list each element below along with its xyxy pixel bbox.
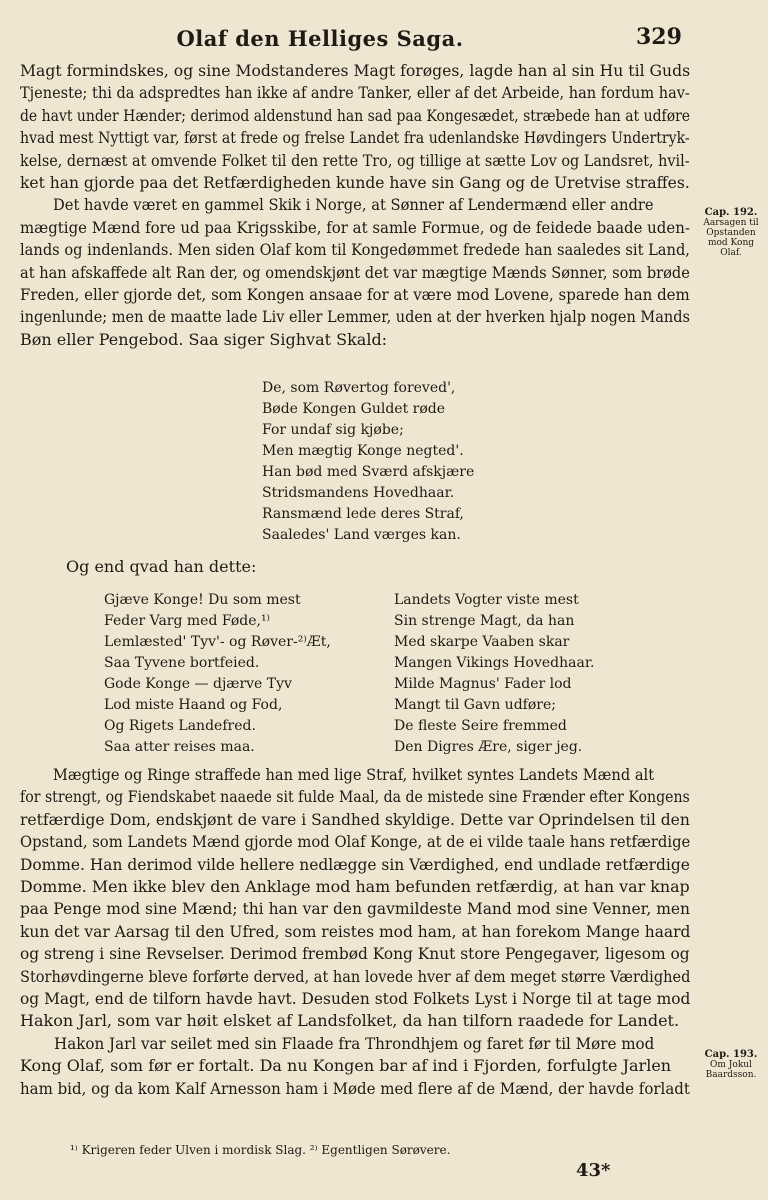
text-line: de havt under Hænder; derimod aldenstund han sad paa Kongesædet, stræbede han at udføre — [20, 105, 691, 125]
main-text — [20, 60, 690, 351]
text-line: retfærdige Dom, endskjønt de vare i Sandhed skyldige. Dette var Oprindelsen til den — [20, 809, 690, 829]
paragraph-3 — [20, 764, 690, 1033]
text-line: lands og indenlands. Men siden Olaf kom til Kongedømmet fredede han saaledes sit Land, — [20, 240, 690, 260]
verse-line: Stridsmandens Hovedhaar. — [262, 485, 455, 501]
text-line: mægtige Mænd fore ud paa Krigsskibe, for at samle Formue, og de feidede baade uden- — [20, 217, 690, 237]
text-line: ham bid, og da kom Kalf Arnesson ham i Møde med flere af de Mænd, der havde forladt — [20, 1078, 690, 1098]
text-line: hvad mest Nyttigt var, først at frede og frelse Landet fra udenlandske Høvdingers Undertryk- — [20, 128, 690, 148]
text-line: Bøn eller Pengebod. Saa siger Sighvat Skald: — [20, 329, 388, 349]
text-line: og streng i sine Revselser. Derimod frembød Kong Knut store Pengegaver, ligesom og — [20, 944, 690, 964]
verse-line: Ransmænd lede deres Straf, — [262, 506, 464, 522]
text-line: Mægtige og Ringe straffede han med lige Straf, hvilket syntes Landets Mænd alt — [52, 765, 655, 784]
verse-line: Lod miste Haand og Fod, — [104, 697, 283, 713]
verse-line: Saa Tyvene bortfeied. — [104, 655, 260, 671]
margin-note-line: Om Jokul — [710, 1060, 752, 1070]
verse-stanza-1 — [262, 378, 474, 546]
verse-line: Bøde Kongen Guldet røde — [262, 401, 446, 417]
verse-line: Milde Magnus' Fader lod — [394, 676, 572, 692]
text-line: for strengt, og Fiendskabet naaede sit fulde Maal, da de mistede sine Frænder efter Kongens — [20, 787, 690, 807]
text-line: Domme. Han derimod vilde hellere nedlægge sin Værdighed, end undlade retfærdige — [20, 854, 690, 874]
verse-stanza-2-right — [394, 590, 594, 758]
text-line: ket han gjorde paa det Retfærdigheden kunde have sin Gang og de Uretvise straffes. — [20, 173, 690, 193]
margin-note-chapter: Cap. 192. — [704, 207, 758, 218]
margin-note-line: mod Kong — [707, 238, 755, 248]
running-header-title: Olaf den Helliges Saga. — [176, 26, 464, 51]
text-line: Freden, eller gjorde det, som Kongen ansaae for at være mod Lovene, sparede han dem — [20, 285, 690, 305]
margin-note-cap-193 — [696, 1050, 766, 1080]
text-line: Opstand, som Landets Mænd gjorde mod Olaf Konge, at de ei vilde taale hans retfærdige — [20, 832, 691, 852]
text-line: og Magt, end de tilforn havde havt. Desuden stod Folkets Lyst i Norge til at tage mod — [20, 989, 691, 1009]
footnote: ¹⁾ Krigeren feder Ulven i mordisk Slag. ²⁾ Egentligen Sørøvere. — [70, 1143, 451, 1157]
text-line: kelse, dernæst at omvende Folket til den rette Tro, og tillige at sætte Lov og Landsret, hvil- — [20, 150, 690, 170]
verse-line: Sin strenge Magt, da han — [394, 613, 575, 629]
text-line: Domme. Men ikke blev den Anklage mod ham befunden retfærdig, at han var knap — [20, 877, 690, 897]
text-line: Tjeneste; thi da adspredtes han ikke af andre Tanker, eller af det Arbeide, han fordum hav- — [20, 83, 690, 103]
verse-intro: Og end qvad han dette: — [66, 557, 257, 576]
verse-line: Feder Varg med Føde,¹⁾ — [104, 613, 270, 629]
paragraph-1 — [20, 60, 690, 194]
margin-note-line: Baardsson. — [705, 1070, 757, 1080]
verse-line: Saa atter reises maa. — [104, 739, 255, 755]
verse-line: De fleste Seire fremmed — [394, 718, 567, 734]
verse-line: Gode Konge — djærve Tyv — [104, 676, 292, 692]
page-number: 329 — [636, 24, 682, 50]
text-line: Magt formindskes, og sine Modstanderes Magt forøges, lagde han al sin Hu til Guds — [20, 61, 691, 80]
text-line: Hakon Jarl var seilet med sin Flaade fra Throndhjem og faret før til Møre mod — [54, 1033, 655, 1053]
printer-signature: 43* — [576, 1160, 611, 1181]
margin-note-chapter: Cap. 193. — [704, 1049, 758, 1060]
text-line: Hakon Jarl, som var høit elsket af Landsfolket, da han tilforn raadede for Landet. — [20, 1011, 680, 1031]
verse-line: Lemlæsted' Tyv'- og Røver-²⁾Æt, — [104, 634, 331, 650]
verse-line: Mangt til Gavn udføre; — [394, 697, 556, 713]
text-line: Kong Olaf, som før er fortalt. Da nu Kongen bar af ind i Fjorden, forfulgte Jarlen — [20, 1056, 672, 1076]
verse-line: De, som Røvertog foreved', — [262, 380, 456, 396]
verse-line: Mangen Vikings Hovedhaar. — [394, 655, 595, 671]
margin-note-line: Aarsagen til — [703, 218, 759, 228]
text-line: ingenlunde; men de maatte lade Liv eller Lemmer, uden at der hverken hjalp nogen Mands — [20, 307, 690, 327]
text-line: paa Penge mod sine Mænd; thi han var den gavmildeste Mand mod sine Venner, men — [20, 899, 691, 919]
text-line: at han afskaffede alt Ran der, og omendskjønt det var mægtige Mænds Sønner, som brøde — [20, 262, 690, 282]
verse-line: Han bød med Sværd afskjære — [262, 464, 475, 480]
margin-note-line: Olaf. — [720, 248, 742, 258]
text-line: Det havde været en gammel Skik i Norge, at Sønner af Lendermænd eller andre — [53, 195, 654, 215]
margin-note-cap-192 — [696, 208, 766, 258]
text-line: Storhøvdingerne bleve forførte derved, at han lovede hver af dem meget større Værdighed — [20, 966, 691, 986]
margin-note-line: Opstanden — [706, 228, 756, 238]
text-line: kun det var Aarsag til den Ufred, som reistes mod ham, at han forekom Mange haard — [20, 921, 691, 941]
verse-line: Saaledes' Land værges kan. — [262, 527, 461, 543]
verse-line: Og Rigets Landefred. — [104, 718, 256, 734]
paragraph-4 — [20, 1033, 690, 1100]
verse-line: Gjæve Konge! Du som mest — [104, 592, 301, 608]
paragraph-2 — [20, 194, 690, 351]
verse-line: Landets Vogter viste mest — [394, 592, 579, 608]
verse-line: Med skarpe Vaaben skar — [394, 634, 570, 650]
main-text-continued — [20, 764, 690, 1100]
verse-line: Men mægtig Konge negted'. — [262, 443, 464, 459]
verse-line: Den Digres Ære, siger jeg. — [394, 739, 583, 755]
verse-stanza-2-left — [104, 590, 331, 758]
verse-line: For undaf sig kjøbe; — [262, 422, 404, 438]
